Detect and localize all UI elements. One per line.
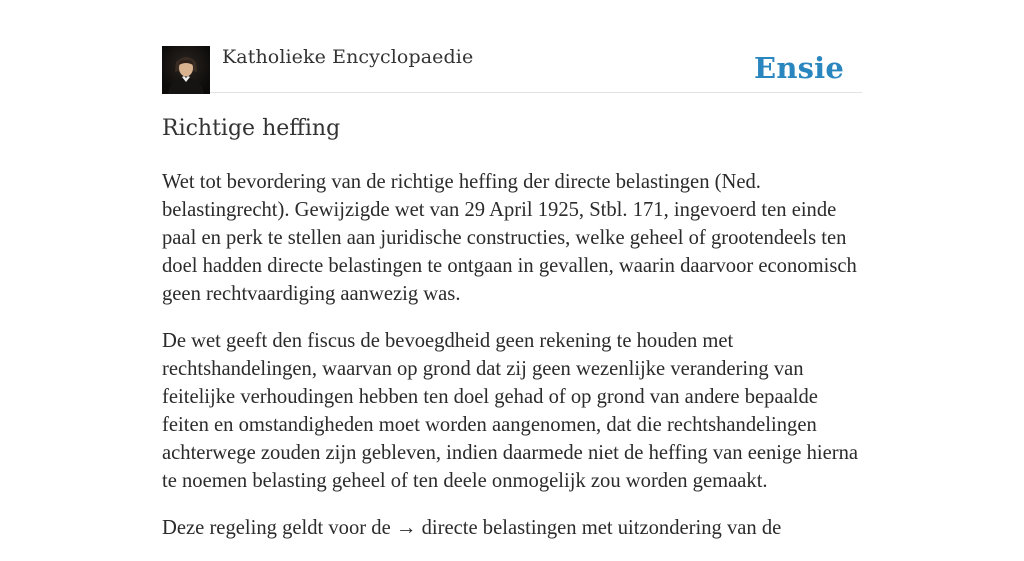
reference-arrow-link[interactable]: → bbox=[395, 517, 417, 539]
paragraph bbox=[162, 514, 862, 542]
paragraph: De wet geeft den fiscus de bevoegdheid geen rekening te houden met rechtshandelingen, waarvan op grond dat zij geen wezenlijke verandering van feitelijke verhoudingen hebben ten doel gehad of op grond van andere bepaalde feiten en omstandigheden moet worden aangenomen, dat die rechtshandelingen achterwege zouden zijn gebleven, indien daarmede niet de heffing van eenige hierna te noemen belasting geheel of ten deele onmogelijk zou worden gemaakt. bbox=[162, 330, 859, 492]
paragraph-text: directe belastingen met uitzondering van de bbox=[416, 517, 782, 539]
portrait-avatar-icon[interactable] bbox=[162, 46, 210, 94]
source-name[interactable]: Katholieke Encyclopaedie bbox=[222, 46, 474, 68]
article-body bbox=[162, 168, 862, 561]
paragraph-text: Deze regeling geldt voor de bbox=[162, 517, 396, 539]
paragraph: Wet tot bevordering van de richtige heffing der directe belastingen (Ned. belastingrecht). Gewijzigde wet van 29 April 1925, Stbl. 171, ingevoerd ten einde paal en perk te stellen aan juridische constructies, welke geheel of grootendeels ten doel hadden directe belastingen te ontgaan in gevallen, waarin daarvoor economisch geen rechtvaardiging aanwezig was. bbox=[162, 171, 857, 305]
page-title: Richtige heffing bbox=[162, 116, 341, 141]
header bbox=[162, 40, 862, 93]
ensie-logo[interactable]: Ensie bbox=[754, 51, 844, 85]
